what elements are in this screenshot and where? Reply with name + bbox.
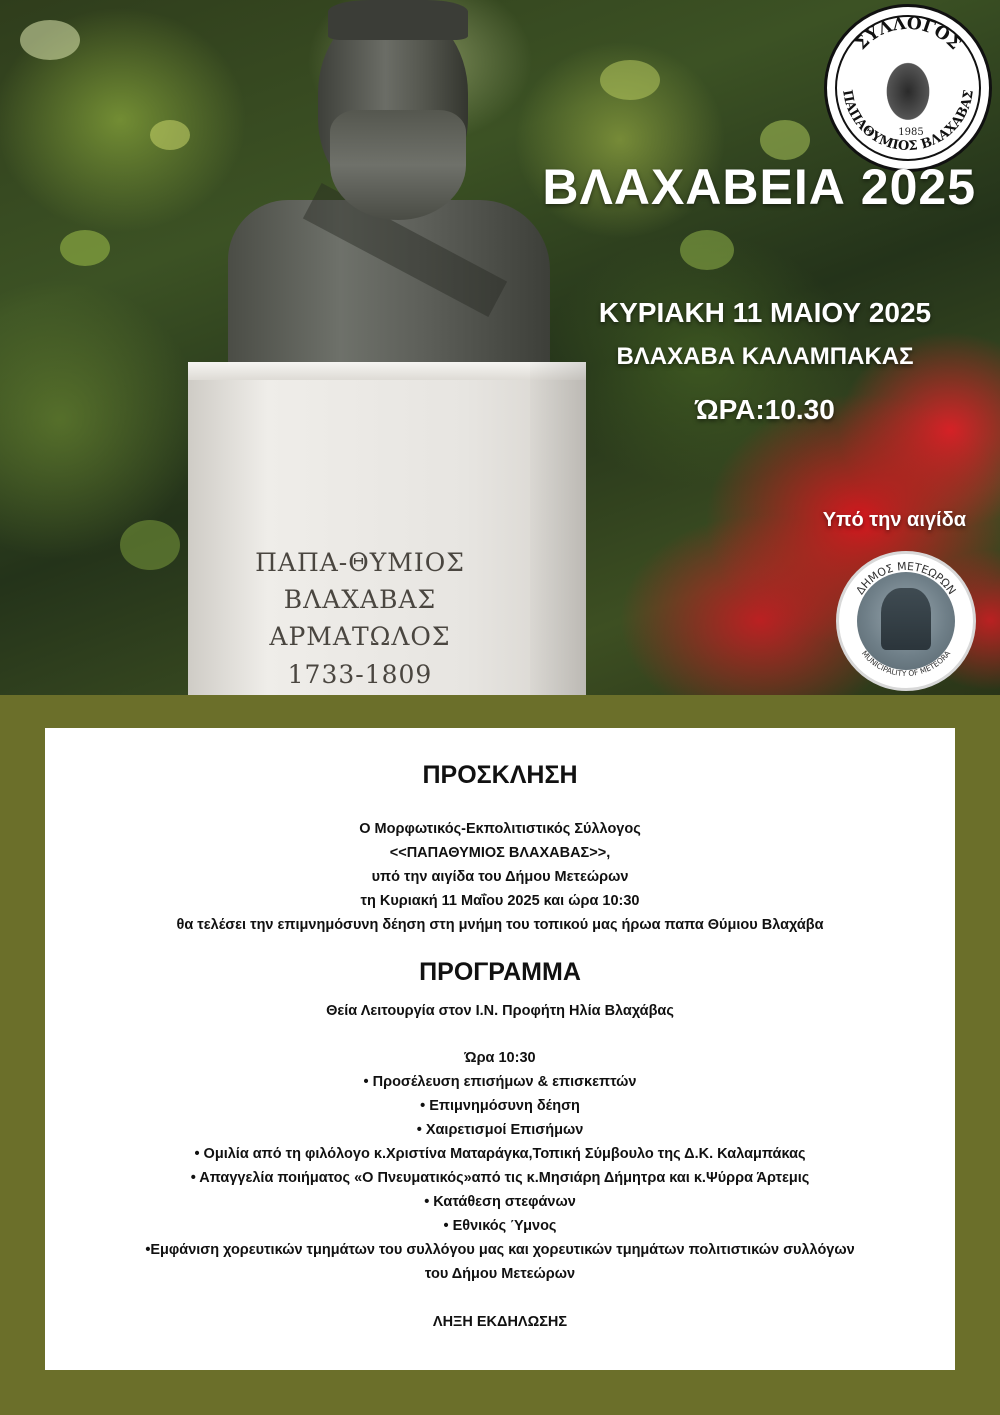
program-heading: ΠΡΟΓΡΑΜΜΑ <box>419 958 581 986</box>
foliage-highlight <box>150 120 190 150</box>
invitation-line: θα τελέσει την επιμνημόσυνη δέηση στη μνήμη του τοπικού μας ήρωα παπα Θύμιου Βλαχάβα <box>176 917 824 933</box>
invitation-line: <<ΠΑΠΑΘΥΜΙΟΣ ΒΛΑΧΑΒΑΣ>>, <box>389 845 611 861</box>
program-schedule <box>45 1046 955 1286</box>
schedule-item: • Επιμνημόσυνη δέηση <box>420 1098 580 1114</box>
invitation-heading: ΠΡΟΣΚΛΗΣΗ <box>422 761 578 789</box>
schedule-item: • Χαιρετισμοί Επισήμων <box>416 1122 584 1138</box>
schedule-item: • Εθνικός Ύμνος <box>443 1218 557 1234</box>
inscription-line: 1733-1809 <box>287 660 433 689</box>
schedule-item: του Δήμου Μετεώρων <box>424 1266 576 1282</box>
bust-hat <box>328 0 468 40</box>
schedule-item: • Κατάθεση στεφάνων <box>424 1194 576 1210</box>
aegis-label: Υπό την αιγίδα <box>822 509 966 531</box>
pedestal-top <box>188 362 586 380</box>
foliage-highlight <box>760 120 810 160</box>
svg-text:ΔΗΜΟΣ ΜΕΤΕΩΡΩΝ <box>854 560 959 597</box>
invitation-line: τη Κυριακή 11 Μαΐου 2025 και ώρα 10:30 <box>360 893 640 909</box>
syllogos-logo <box>824 4 992 172</box>
svg-text:ΣΥΛΛΟΓΟΣ <box>852 14 965 54</box>
foliage-highlight <box>20 20 80 60</box>
liturgy-text: Θεία Λειτουργία στον Ι.Ν. Προφήτη Ηλία Βλαχάβας <box>326 1003 674 1019</box>
hero-photo <box>0 0 1000 695</box>
event-date: ΚΥΡΙΑΚΗ 11 ΜΑΙΟΥ 2025 <box>598 297 932 328</box>
logo-year: 1985 <box>898 127 924 138</box>
municipality-logo <box>836 551 976 691</box>
schedule-item: • Ομιλία από τη φιλόλογο κ.Χριστίνα Ματαράγκα,Τοπική Σύμβουλο της Δ.Κ. Καλαμπάκας <box>194 1146 806 1162</box>
invitation-line: Ο Μορφωτικός-Εκπολιτιστικός Σύλλογος <box>359 821 641 837</box>
event-time: ΏΡΑ:10.30 <box>695 394 835 425</box>
event-place: ΒΛΑΧΑΒΑ ΚΑΛΑΜΠΑΚΑΣ <box>616 343 914 370</box>
foliage-highlight <box>120 520 180 570</box>
logo-bottom-text: ΠΑΠΑΘΥΜΙΟΣ ΒΛΑΧΑΒΑΣ <box>839 88 977 155</box>
invitation-card <box>45 728 955 1370</box>
logo-top-text: ΣΥΛΛΟΓΟΣ <box>851 13 965 54</box>
event-title: ΒΛΑΧΑΒΕΙΑ 2025 <box>542 159 976 215</box>
schedule-item: • Προσέλευση επισήμων & επισκεπτών <box>363 1074 637 1090</box>
foliage-highlight <box>680 230 734 270</box>
foliage-highlight <box>600 60 660 100</box>
inscription-line: ΑΡΜΑΤΩΛΟΣ <box>269 622 451 651</box>
invitation-line: υπό την αιγίδα του Δήμου Μετεώρων <box>371 869 629 885</box>
foliage-highlight <box>60 230 110 266</box>
logo-circular-text <box>827 7 989 169</box>
inscription-line: ΒΛΑΧΑΒΑΣ <box>283 585 437 614</box>
svg-text:ΠΑΠΑΘΥΜΙΟΣ ΒΛΑΧΑΒΑΣ <box>839 89 977 155</box>
schedule-item: • Απαγγελία ποιήματος «Ο Πνευματικός»από τις κ.Μησιάρη Δήμητρα και κ.Ψύρρα Άρτεμις <box>190 1170 810 1186</box>
inscription-line: ΠΑΠΑ-ΘΥΜΙΟΣ <box>255 548 465 577</box>
municipality-bottom-text: MUNICIPALITY OF METEORA <box>859 648 953 679</box>
bust-beard <box>330 110 466 220</box>
municipality-top-text: ΔΗΜΟΣ ΜΕΤΕΩΡΩΝ <box>853 559 959 597</box>
svg-text:MUNICIPALITY OF METEORA <box>860 648 953 678</box>
municipality-circular-text <box>839 554 973 688</box>
event-ending: ΛΗΞΗ ΕΚΔΗΛΩΣΗΣ <box>432 1314 568 1330</box>
invitation-text <box>45 817 955 937</box>
schedule-item: •Εμφάνιση χορευτικών τμημάτων του συλλόγου μας και χορευτικών τμημάτων πολιτιστικών συλλόγων <box>145 1242 855 1258</box>
schedule-item: Ώρα 10:30 <box>464 1050 536 1066</box>
